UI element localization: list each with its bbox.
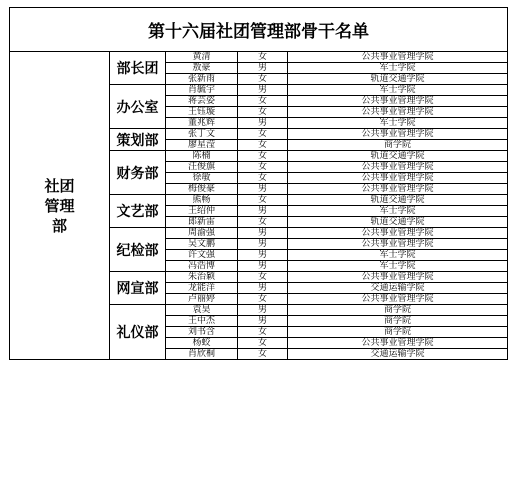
member-gender: 女 [238, 140, 288, 151]
page-title: 第十六届社团管理部骨干名单 [10, 8, 508, 52]
org-name-line1: 社团 [44, 176, 75, 195]
department-name: 财务部 [110, 151, 166, 195]
member-name: 敖豪 [166, 63, 238, 74]
member-name: 张新雨 [166, 74, 238, 85]
member-college: 公共事业管理学院 [288, 162, 508, 173]
member-name: 吴文鹏 [166, 239, 238, 250]
member-college: 商学院 [288, 305, 508, 316]
department-name: 文艺部 [110, 195, 166, 228]
member-name: 郎新雷 [166, 217, 238, 228]
member-name: 张丁文 [166, 129, 238, 140]
member-college: 公共事业管理学院 [288, 239, 508, 250]
member-college: 轨道交通学院 [288, 74, 508, 85]
member-gender: 男 [238, 184, 288, 195]
member-name: 汪俊旗 [166, 162, 238, 173]
org-name-cell [10, 52, 110, 360]
member-gender: 男 [238, 250, 288, 261]
member-college: 轨道交通学院 [288, 151, 508, 162]
member-name: 蒋芸姿 [166, 96, 238, 107]
member-gender: 男 [238, 118, 288, 129]
member-gender: 女 [238, 162, 288, 173]
member-name: 刘书含 [166, 327, 238, 338]
member-gender: 女 [238, 272, 288, 283]
member-gender: 女 [238, 107, 288, 118]
member-gender: 男 [238, 316, 288, 327]
org-name-line2: 管理 [44, 196, 75, 215]
member-gender: 男 [238, 228, 288, 239]
member-name: 熊畅 [166, 195, 238, 206]
member-name: 龙能洋 [166, 283, 238, 294]
member-college: 商学院 [288, 140, 508, 151]
member-gender: 女 [238, 217, 288, 228]
member-college: 商学院 [288, 327, 508, 338]
table-row [10, 52, 508, 63]
department-name: 策划部 [110, 129, 166, 151]
member-gender: 女 [238, 151, 288, 162]
member-college: 公共事业管理学院 [288, 96, 508, 107]
org-name-line3: 部 [51, 216, 67, 235]
member-gender: 女 [238, 294, 288, 305]
member-college: 公共事业管理学院 [288, 107, 508, 118]
member-gender: 女 [238, 173, 288, 184]
department-name: 办公室 [110, 85, 166, 129]
member-college: 军士学院 [288, 118, 508, 129]
member-college: 公共事业管理学院 [288, 184, 508, 195]
member-college: 公共事业管理学院 [288, 52, 508, 63]
member-college: 公共事业管理学院 [288, 338, 508, 349]
member-name: 廖星滢 [166, 140, 238, 151]
member-gender: 男 [238, 305, 288, 316]
member-gender: 女 [238, 195, 288, 206]
member-name: 王中杰 [166, 316, 238, 327]
member-name: 袁昊 [166, 305, 238, 316]
member-gender: 女 [238, 338, 288, 349]
member-gender: 女 [238, 349, 288, 360]
department-name: 部长团 [110, 52, 166, 85]
member-gender: 女 [238, 52, 288, 63]
member-college: 军士学院 [288, 250, 508, 261]
member-name: 杨蛟 [166, 338, 238, 349]
member-college: 军士学院 [288, 85, 508, 96]
member-college: 公共事业管理学院 [288, 228, 508, 239]
member-name: 朱治颖 [166, 272, 238, 283]
member-name: 黄清 [166, 52, 238, 63]
member-name: 肖欣桐 [166, 349, 238, 360]
member-name: 肖毓宇 [166, 85, 238, 96]
member-name: 王绍仲 [166, 206, 238, 217]
department-name: 纪检部 [110, 228, 166, 272]
member-college: 军士学院 [288, 206, 508, 217]
member-name: 卢丽婷 [166, 294, 238, 305]
member-college: 轨道交通学院 [288, 217, 508, 228]
member-college: 公共事业管理学院 [288, 129, 508, 140]
title-row [10, 8, 508, 52]
department-name: 礼仪部 [110, 305, 166, 360]
member-college: 交通运输学院 [288, 283, 508, 294]
member-college: 军士学院 [288, 63, 508, 74]
member-name: 梅俊豪 [166, 184, 238, 195]
member-gender: 女 [238, 96, 288, 107]
member-gender: 男 [238, 261, 288, 272]
member-gender: 男 [238, 206, 288, 217]
member-gender: 男 [238, 283, 288, 294]
member-gender: 男 [238, 239, 288, 250]
department-name: 网宣部 [110, 272, 166, 305]
member-gender: 女 [238, 74, 288, 85]
roster-table [9, 7, 508, 360]
member-name: 陈楠 [166, 151, 238, 162]
member-name: 王钰璇 [166, 107, 238, 118]
member-gender: 女 [238, 129, 288, 140]
member-gender: 女 [238, 327, 288, 338]
member-name: 周渝强 [166, 228, 238, 239]
member-college: 公共事业管理学院 [288, 294, 508, 305]
member-college: 军士学院 [288, 261, 508, 272]
member-college: 商学院 [288, 316, 508, 327]
member-college: 轨道交通学院 [288, 195, 508, 206]
member-college: 交通运输学院 [288, 349, 508, 360]
member-name: 冯浩博 [166, 261, 238, 272]
member-name: 徐敏 [166, 173, 238, 184]
member-gender: 男 [238, 63, 288, 74]
member-college: 公共事业管理学院 [288, 272, 508, 283]
member-college: 公共事业管理学院 [288, 173, 508, 184]
member-name: 董兆辉 [166, 118, 238, 129]
member-gender: 男 [238, 85, 288, 96]
member-name: 许文强 [166, 250, 238, 261]
